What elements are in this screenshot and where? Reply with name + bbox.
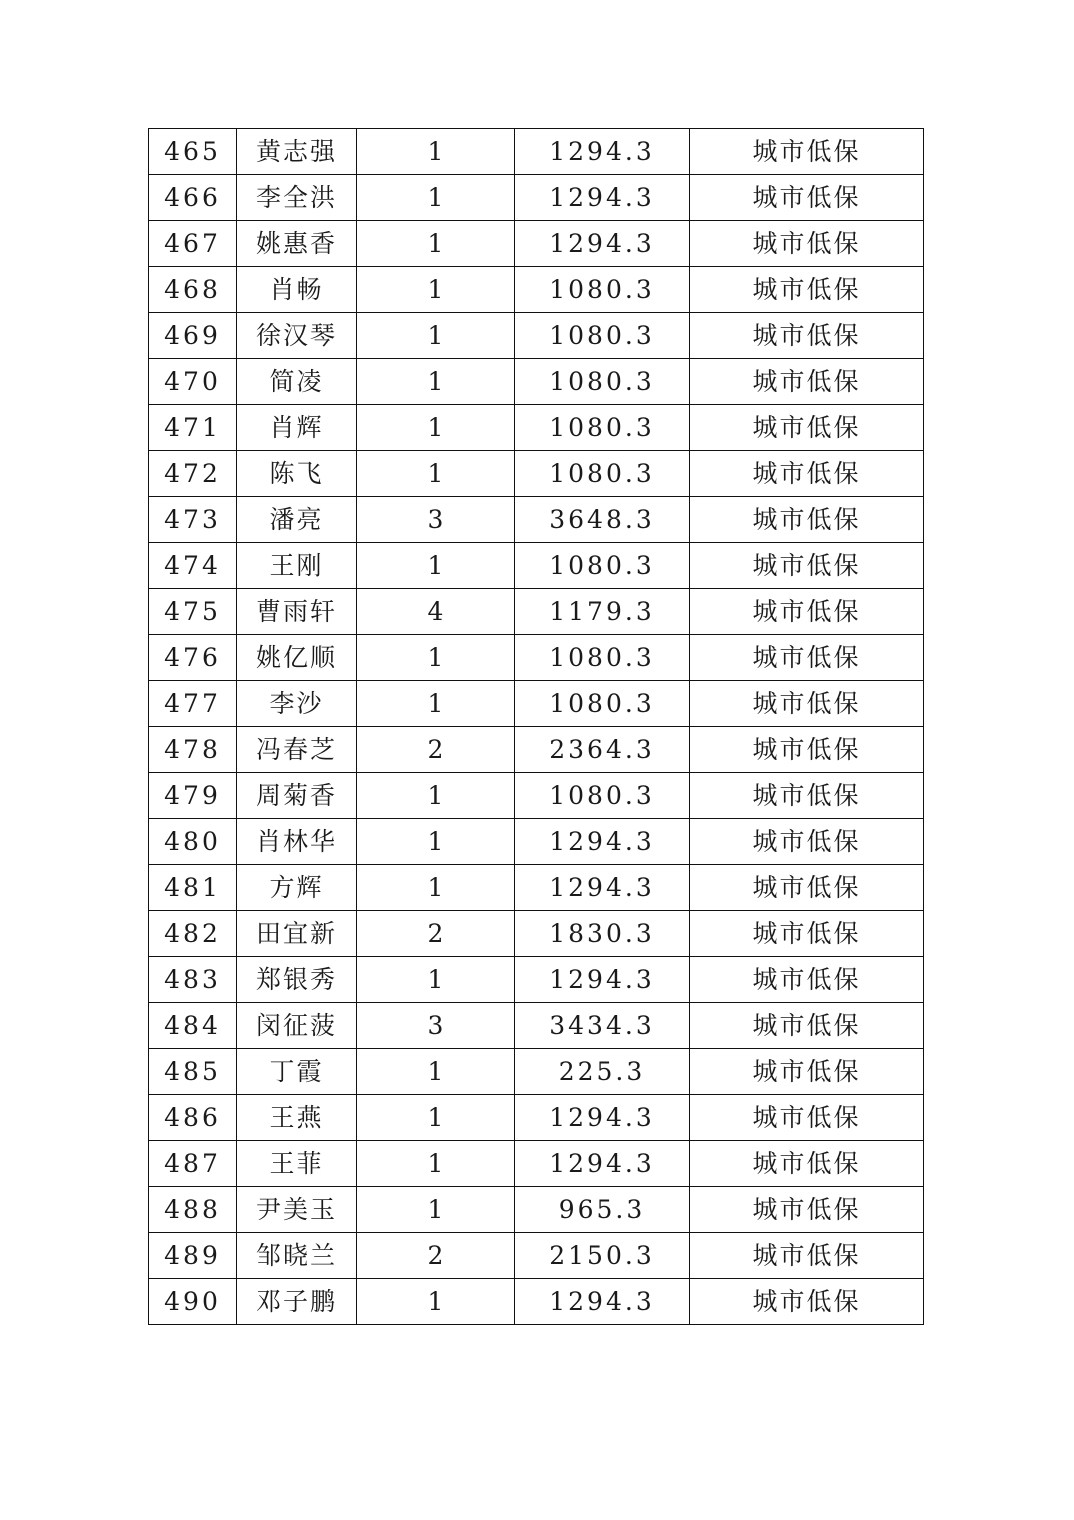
table-row [149, 359, 924, 405]
amount-cell: 1080.3 [515, 267, 690, 313]
row-number-cell: 478 [149, 727, 237, 773]
name-cell: 丁霞 [237, 1049, 357, 1095]
assistance-type-cell: 城市低保 [690, 1095, 924, 1141]
amount-cell: 1080.3 [515, 681, 690, 727]
household-size-cell: 1 [357, 681, 515, 727]
row-number-cell: 479 [149, 773, 237, 819]
row-number-cell: 477 [149, 681, 237, 727]
household-size-cell: 1 [357, 543, 515, 589]
household-size-cell: 1 [357, 773, 515, 819]
household-size-cell: 1 [357, 1187, 515, 1233]
table-row [149, 1141, 924, 1187]
household-size-cell: 1 [357, 405, 515, 451]
assistance-type-cell: 城市低保 [690, 1141, 924, 1187]
household-size-cell: 1 [357, 1095, 515, 1141]
table-row [149, 1095, 924, 1141]
amount-cell: 1080.3 [515, 451, 690, 497]
row-number-cell: 470 [149, 359, 237, 405]
household-size-cell: 1 [357, 313, 515, 359]
table-row [149, 175, 924, 221]
name-cell: 简凌 [237, 359, 357, 405]
name-cell: 王燕 [237, 1095, 357, 1141]
amount-cell: 1080.3 [515, 359, 690, 405]
table-row [149, 543, 924, 589]
assistance-type-cell: 城市低保 [690, 911, 924, 957]
amount-cell: 1080.3 [515, 313, 690, 359]
row-number-cell: 476 [149, 635, 237, 681]
amount-cell: 1294.3 [515, 1095, 690, 1141]
assistance-type-cell: 城市低保 [690, 313, 924, 359]
household-size-cell: 1 [357, 635, 515, 681]
amount-cell: 3648.3 [515, 497, 690, 543]
row-number-cell: 468 [149, 267, 237, 313]
household-size-cell: 1 [357, 865, 515, 911]
table-row [149, 865, 924, 911]
assistance-type-cell: 城市低保 [690, 773, 924, 819]
name-cell: 方辉 [237, 865, 357, 911]
table-row [149, 911, 924, 957]
name-cell: 徐汉琴 [237, 313, 357, 359]
name-cell: 潘亮 [237, 497, 357, 543]
table-row [149, 589, 924, 635]
assistance-type-cell: 城市低保 [690, 543, 924, 589]
assistance-type-cell: 城市低保 [690, 589, 924, 635]
name-cell: 冯春芝 [237, 727, 357, 773]
name-cell: 姚亿顺 [237, 635, 357, 681]
row-number-cell: 487 [149, 1141, 237, 1187]
name-cell: 李全洪 [237, 175, 357, 221]
amount-cell: 1294.3 [515, 1279, 690, 1325]
row-number-cell: 471 [149, 405, 237, 451]
assistance-type-cell: 城市低保 [690, 1279, 924, 1325]
household-size-cell: 1 [357, 175, 515, 221]
assistance-type-cell: 城市低保 [690, 267, 924, 313]
name-cell: 黄志强 [237, 129, 357, 175]
row-number-cell: 481 [149, 865, 237, 911]
assistance-type-cell: 城市低保 [690, 1003, 924, 1049]
table-row [149, 1049, 924, 1095]
amount-cell: 2364.3 [515, 727, 690, 773]
assistance-type-cell: 城市低保 [690, 957, 924, 1003]
assistance-type-cell: 城市低保 [690, 1187, 924, 1233]
name-cell: 郑银秀 [237, 957, 357, 1003]
household-size-cell: 2 [357, 1233, 515, 1279]
table-row [149, 497, 924, 543]
table-row [149, 957, 924, 1003]
household-size-cell: 2 [357, 911, 515, 957]
amount-cell: 1294.3 [515, 221, 690, 267]
name-cell: 邓子鹏 [237, 1279, 357, 1325]
row-number-cell: 480 [149, 819, 237, 865]
amount-cell: 1179.3 [515, 589, 690, 635]
amount-cell: 3434.3 [515, 1003, 690, 1049]
table-row [149, 681, 924, 727]
table-row [149, 1279, 924, 1325]
assistance-type-cell: 城市低保 [690, 497, 924, 543]
amount-cell: 1294.3 [515, 957, 690, 1003]
assistance-type-cell: 城市低保 [690, 727, 924, 773]
amount-cell: 1080.3 [515, 543, 690, 589]
amount-cell: 225.3 [515, 1049, 690, 1095]
assistance-type-cell: 城市低保 [690, 681, 924, 727]
row-number-cell: 489 [149, 1233, 237, 1279]
assistance-type-cell: 城市低保 [690, 865, 924, 911]
name-cell: 闵征菠 [237, 1003, 357, 1049]
row-number-cell: 465 [149, 129, 237, 175]
assistance-type-cell: 城市低保 [690, 129, 924, 175]
name-cell: 尹美玉 [237, 1187, 357, 1233]
name-cell: 李沙 [237, 681, 357, 727]
name-cell: 邹晓兰 [237, 1233, 357, 1279]
row-number-cell: 472 [149, 451, 237, 497]
amount-cell: 1830.3 [515, 911, 690, 957]
amount-cell: 1294.3 [515, 1141, 690, 1187]
assistance-type-cell: 城市低保 [690, 359, 924, 405]
amount-cell: 1080.3 [515, 635, 690, 681]
table-row [149, 451, 924, 497]
household-size-cell: 1 [357, 1279, 515, 1325]
household-size-cell: 1 [357, 221, 515, 267]
row-number-cell: 475 [149, 589, 237, 635]
table-row [149, 1187, 924, 1233]
row-number-cell: 486 [149, 1095, 237, 1141]
table-row [149, 819, 924, 865]
name-cell: 周菊香 [237, 773, 357, 819]
table-row [149, 773, 924, 819]
name-cell: 王菲 [237, 1141, 357, 1187]
row-number-cell: 485 [149, 1049, 237, 1095]
household-size-cell: 1 [357, 819, 515, 865]
amount-cell: 1294.3 [515, 175, 690, 221]
table-row [149, 267, 924, 313]
name-cell: 陈飞 [237, 451, 357, 497]
amount-cell: 2150.3 [515, 1233, 690, 1279]
table-row [149, 221, 924, 267]
row-number-cell: 490 [149, 1279, 237, 1325]
row-number-cell: 473 [149, 497, 237, 543]
assistance-type-cell: 城市低保 [690, 221, 924, 267]
household-size-cell: 1 [357, 129, 515, 175]
amount-cell: 1294.3 [515, 819, 690, 865]
household-size-cell: 3 [357, 497, 515, 543]
household-size-cell: 1 [357, 1141, 515, 1187]
assistance-type-cell: 城市低保 [690, 819, 924, 865]
household-size-cell: 4 [357, 589, 515, 635]
amount-cell: 1080.3 [515, 405, 690, 451]
household-size-cell: 1 [357, 957, 515, 1003]
name-cell: 田宜新 [237, 911, 357, 957]
amount-cell: 1294.3 [515, 865, 690, 911]
household-size-cell: 3 [357, 1003, 515, 1049]
table-row [149, 129, 924, 175]
name-cell: 肖畅 [237, 267, 357, 313]
household-size-cell: 2 [357, 727, 515, 773]
table-row [149, 405, 924, 451]
name-cell: 王刚 [237, 543, 357, 589]
assistance-type-cell: 城市低保 [690, 635, 924, 681]
row-number-cell: 484 [149, 1003, 237, 1049]
row-number-cell: 482 [149, 911, 237, 957]
assistance-type-cell: 城市低保 [690, 451, 924, 497]
row-number-cell: 467 [149, 221, 237, 267]
household-size-cell: 1 [357, 451, 515, 497]
household-size-cell: 1 [357, 1049, 515, 1095]
assistance-type-cell: 城市低保 [690, 175, 924, 221]
household-size-cell: 1 [357, 359, 515, 405]
name-cell: 姚惠香 [237, 221, 357, 267]
row-number-cell: 483 [149, 957, 237, 1003]
amount-cell: 965.3 [515, 1187, 690, 1233]
table-row [149, 635, 924, 681]
table-body [149, 129, 924, 1325]
table-row [149, 1003, 924, 1049]
table-row [149, 1233, 924, 1279]
assistance-type-cell: 城市低保 [690, 405, 924, 451]
row-number-cell: 474 [149, 543, 237, 589]
row-number-cell: 466 [149, 175, 237, 221]
household-size-cell: 1 [357, 267, 515, 313]
amount-cell: 1080.3 [515, 773, 690, 819]
assistance-type-cell: 城市低保 [690, 1233, 924, 1279]
name-cell: 肖辉 [237, 405, 357, 451]
row-number-cell: 488 [149, 1187, 237, 1233]
assistance-type-cell: 城市低保 [690, 1049, 924, 1095]
name-cell: 曹雨轩 [237, 589, 357, 635]
table-row [149, 313, 924, 359]
beneficiary-table [148, 128, 924, 1325]
row-number-cell: 469 [149, 313, 237, 359]
table-row [149, 727, 924, 773]
name-cell: 肖林华 [237, 819, 357, 865]
amount-cell: 1294.3 [515, 129, 690, 175]
